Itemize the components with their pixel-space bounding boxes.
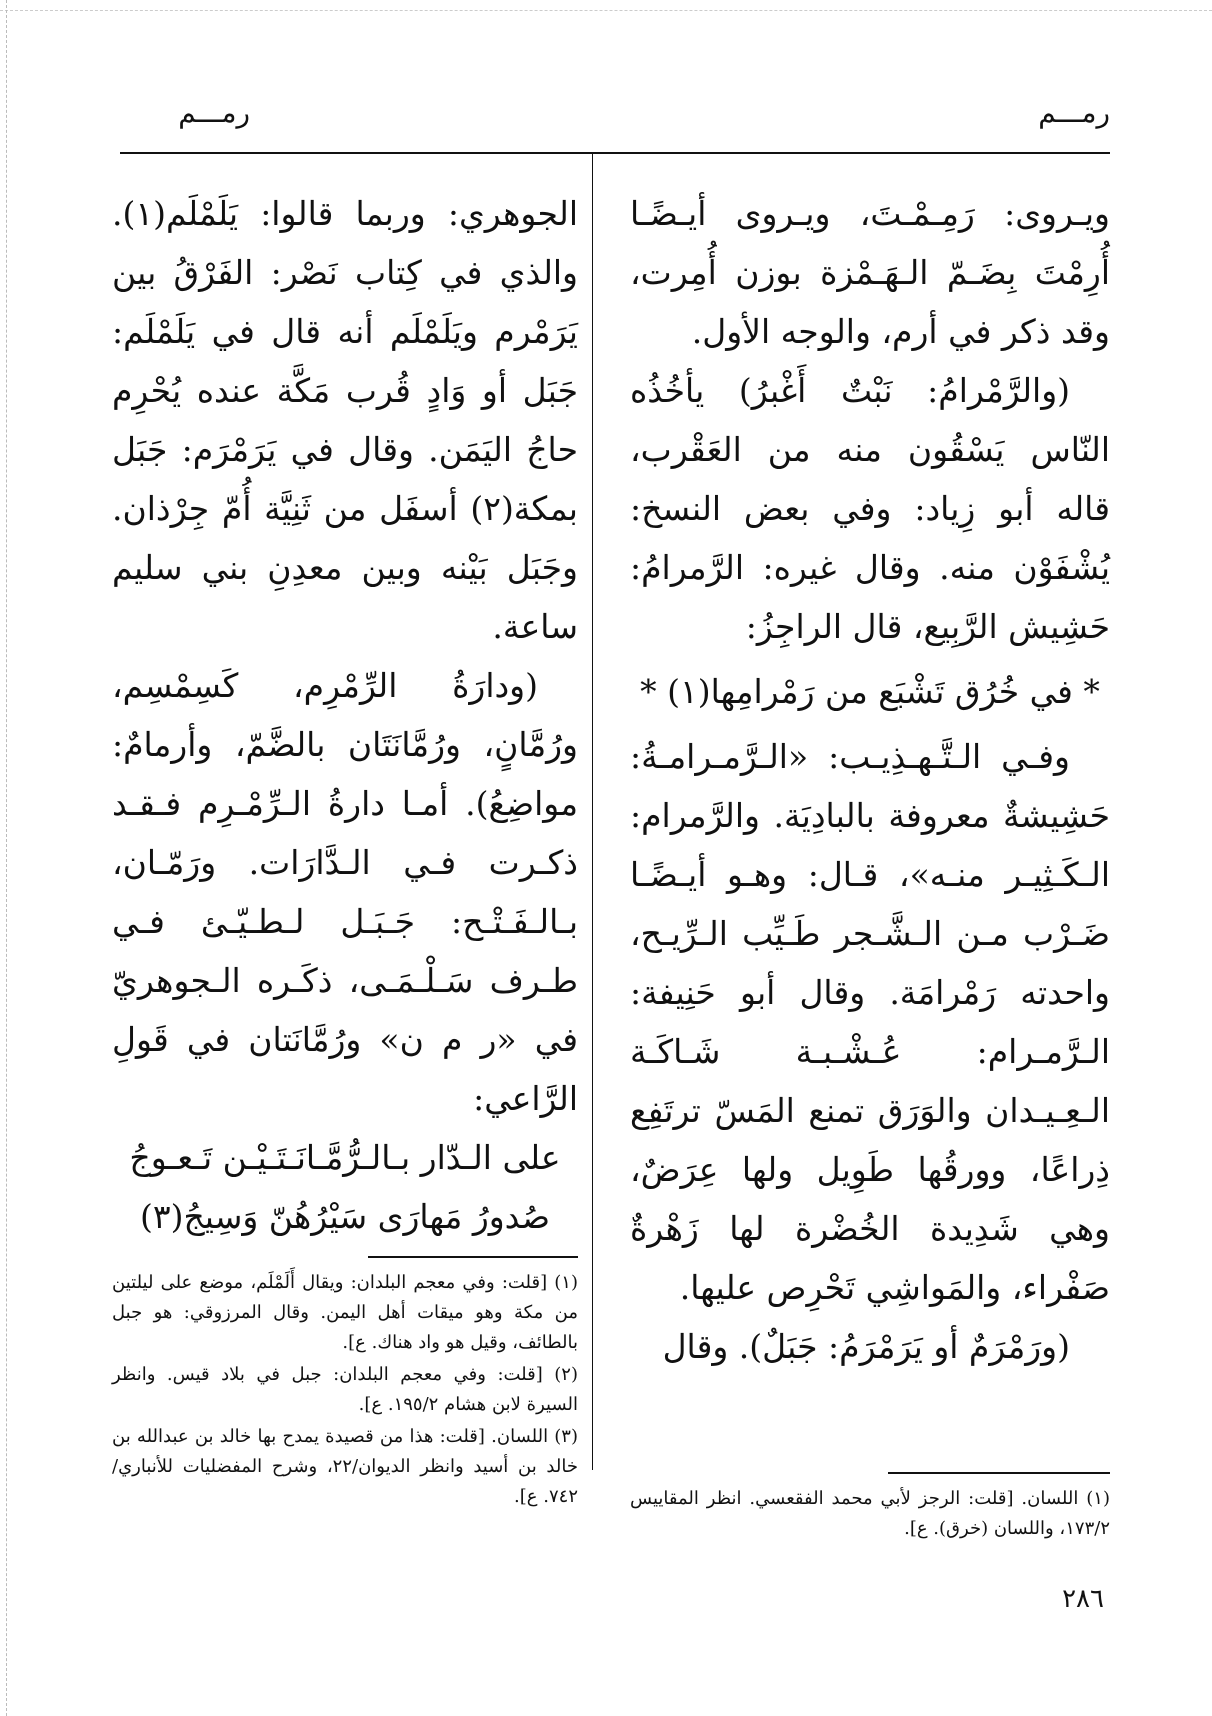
right-column bbox=[630, 184, 1110, 1376]
scan-top-edge bbox=[0, 10, 1212, 11]
paragraph: (والرَّمْرامُ: نَبْتٌ أَغْبرُ) يأخُذُه النّاس يَسْقُون منه من العَقْرب، قاله أبو زِياد: وفي بعض النسخ: يُشْفَوْن منه. وقال غيره: الرَّمرامُ: حَشِيش الرَّبِيع، قال الراجِزُ: bbox=[630, 371, 1110, 646]
paragraph: وفـي الـتَّـهـذِيـب: «الـرَّمـرامـةُ: حَشِيشةٌ معروفة بالبادِيَة. والرَّمرام: الـكَـثِيـر منـه»، قـال: وهـو أيـضًـا ضَـرْب مـن الـشَّـجر طَـيِّب الـرِّيـح، واحدته رَمْرامَة. وقال أبو حَنِيفة: الـرَّمـرام: عُـشْـبـة شَـاكَـة الـعِـيـدان والوَرَق تمنع المَسّ ترتَفِع ذِراعًا، وورقُها طَوِيل ولها عِرَضٌ، وهي شَدِيدة الخُضْرة لها زَهْرةٌ صَفْراء، والمَواشِي تَحْرِص عليها. bbox=[630, 737, 1110, 1307]
paragraph: الجوهري: وربما قالوا: يَلَمْلَم(١). والذي في كِتاب نَصْر: الفَرْقُ بين يَرَمْرم ويَلَمْلَم أنه قال في يَلَمْلَم: جَبَل أو وَادٍ قُرب مَكَّة عنده يُحْرِم حاجُ اليَمَن. وقال في يَرَمْرَم: جَبَل بمكة(٢) أسفَل من ثَنِيَّة أُمّ جِرْذان. وجَبَل بَيْنه وبين معدِنِ بني سليم ساعة. bbox=[112, 194, 578, 646]
column-divider bbox=[592, 152, 593, 1470]
scan-left-edge bbox=[6, 0, 7, 1716]
header-rule bbox=[120, 152, 1110, 154]
paragraph: (ودارَةُ الرِّمْرِم، كَسِمْسِم، ورُمَّانٍ، ورُمَّانَتَان بالضَّمّ، وأرمامٌ: مواضِعُ). أمـا دارةُ الـرِّمْـرِم فـقـد ذكـرت فـي الـدَّارَات. ورَمّـان، بـالـفَـتْـح: جَـبَـل لـطـيّـئ فـي طـرف سَـلْـمَـى، ذكَـره الـجوهريّ في «ر م ن» ورُمَّانَتان في قَولِ الرَّاعي: bbox=[112, 666, 578, 1118]
page-number: ٢٨٦ bbox=[1062, 1584, 1104, 1614]
verse-line: * في خُرُق تَشْبَع من رَمْرامِها(١) * bbox=[640, 672, 1100, 711]
running-header-right: رمـــم bbox=[1038, 96, 1110, 129]
footnotes-left bbox=[112, 1268, 578, 1514]
paragraph: (ورَمْرَمٌ أو يَرَمْرَمُ: جَبَلٌ). وقال bbox=[662, 1327, 1070, 1366]
footnote-rule-left bbox=[368, 1256, 578, 1258]
footnote: (٢) [قلت: وفي معجم البلدان: جبل في بلاد قيس. وانظر السيرة لابن هشام ١٩٥/٢. ع]. bbox=[112, 1364, 578, 1415]
running-header-left: رمـــم bbox=[178, 96, 250, 129]
footnotes-right bbox=[630, 1484, 1110, 1546]
poem-hemistich-2: صُدورُ مَهارَى سَيْرُهُنّ وَسِيجُ(٣) bbox=[139, 1197, 551, 1236]
footnote-rule-right bbox=[888, 1472, 1110, 1474]
footnote: (١) اللسان. [قلت: الرجز لأبي محمد الفقعسي. انظر المقاييس ١٧٣/٢، واللسان (خرق). ع]. bbox=[630, 1488, 1110, 1539]
poem-hemistich-1: على الـدّار بـالـرُّمَّـانَـتَـيْـن تَـعـوجُ bbox=[129, 1138, 561, 1177]
paragraph: ويـروى: رَمِـمْـتَ، ويـروى أيـضًـا أُرِمْتَ بِضَـمّ الـهَـمْزة بوزن أُمِرت، وقد ذكر في أرم، والوجه الأول. bbox=[630, 194, 1110, 351]
footnote: (٣) اللسان. [قلت: هذا من قصيدة يمدح بها خالد بن عبدالله بن خالد بن أسيد وانظر الديوان/٢٢، وشرح المفضليات للأنباري/٧٤٢. ع]. bbox=[112, 1426, 578, 1507]
footnote: (١) [قلت: وفي معجم البلدان: ويقال أَلَمْلَم، موضع على ليلتين من مكة وهو ميقات أهل اليمن. وقال المرزوقي: هو جبل بالطائف، وقيل هو واد هناك. ع]. bbox=[112, 1272, 578, 1353]
left-column bbox=[112, 184, 578, 1246]
